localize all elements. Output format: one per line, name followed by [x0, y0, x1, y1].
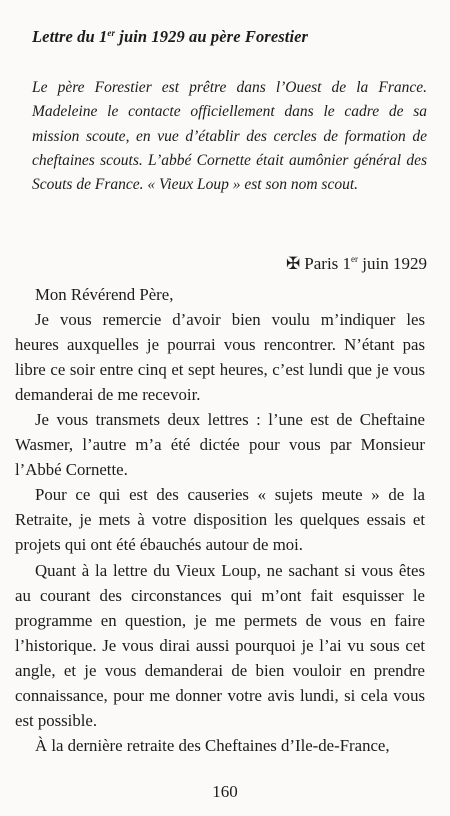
letter-paragraph: Pour ce qui est des causeries « sujets meute » de la Retraite, je mets à votre disposition les quelques essais et projets qui ont été ébauchés autour de moi.: [15, 485, 425, 555]
title-ordinal-suffix: er: [107, 28, 116, 38]
letter-body: [15, 282, 425, 758]
dateline-date: juin 1929: [358, 254, 427, 273]
salutation: Mon Révérend Père,: [35, 285, 174, 304]
dateline-place: Paris 1: [304, 254, 352, 273]
editorial-introduction: Le père Forestier est prêtre dans l’Ouest de la France. Madeleine le contacte officiellement dans le cadre de sa mission scoute, en vue d’établir des cercles de formation de cheftaines scouts. L’abbé Cornette était aumônier général des Scouts de France. « Vieux Loup » est son nom scout.: [32, 79, 427, 194]
page-number: 160: [212, 782, 238, 801]
dateline-ordinal-suffix: er: [351, 254, 359, 264]
letter-paragraph: À la dernière retraite des Cheftaines d’Ile-de-France,: [35, 735, 390, 755]
title-text: Lettre du 1: [32, 27, 108, 46]
cross-icon: ✠: [286, 254, 301, 273]
letter-dateline: [286, 254, 427, 274]
letter-paragraph: Quant à la lettre du Vieux Loup, ne sachant si vous êtes au courant des circonstances qui m’ont fait esquisser le programme en question, je me permets de vous en faire l’historique. Je vous dirai aussi pourquoi je l’ai vu sous cet angle, et je vous demanderai de bien vouloir en prendre connaissance, pour me donner votre avis lundi, si cela vous est possible.: [15, 560, 425, 730]
title-text-end: juin 1929 au père Forestier: [115, 27, 309, 46]
letter-paragraph: Je vous remercie d’avoir bien voulu m’indiquer les heures auxquelles je pourrai vous rencontrer. N’étant pas libre ce soir entre cinq et sept heures, c’est lundi que je vous demanderai de me recevoir.: [15, 310, 425, 405]
letter-paragraph: Je vous transmets deux lettres : l’une est de Cheftaine Wasmer, l’autre m’a été dictée pour vous par Monsieur l’Abbé Cornette.: [15, 410, 425, 480]
letter-title: [32, 27, 308, 47]
